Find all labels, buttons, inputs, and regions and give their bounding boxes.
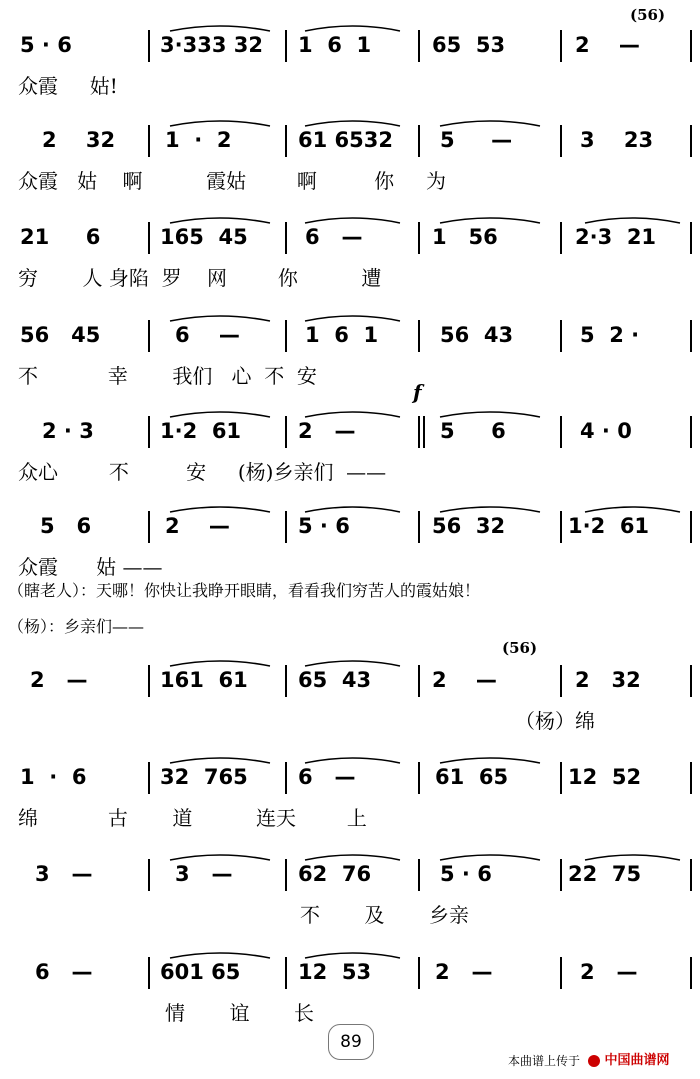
measure-notes: 5 · 6 <box>298 514 350 538</box>
bar-line <box>285 762 287 794</box>
measure-notes: 6 — <box>175 323 240 347</box>
slur-arc <box>170 953 270 958</box>
bar-line <box>285 957 287 989</box>
bar-line <box>148 125 150 157</box>
slur-group <box>0 22 700 32</box>
lyric-line: 众霞 姑 啊 霞姑 啊 你 为 <box>18 169 446 193</box>
measure-notes: 2 — <box>432 668 497 692</box>
bar-line <box>560 125 562 157</box>
measure-notes: 5 2 · <box>580 323 640 347</box>
lyric-line: 众心 不 安 (杨)乡亲们 —— <box>18 460 387 484</box>
bar-line <box>418 511 420 543</box>
measure-notes: 62 76 <box>298 862 372 886</box>
bar-line <box>285 416 287 448</box>
bar-line <box>418 762 420 794</box>
page-number: 89 <box>328 1024 374 1060</box>
bar-line <box>560 416 562 448</box>
slur-arc <box>170 316 270 321</box>
measure-notes: 2 — <box>435 960 493 984</box>
slur-arc <box>170 412 270 417</box>
measure-notes: 3 23 <box>580 128 654 152</box>
slur-arc <box>170 758 270 763</box>
bar-line <box>285 320 287 352</box>
measure-notes: 2 — <box>298 419 356 443</box>
measure-notes: 6 — <box>35 960 93 984</box>
measure-notes: 3 — <box>35 862 93 886</box>
bar-line <box>690 859 692 891</box>
bar-line <box>418 957 420 989</box>
bar-line <box>560 30 562 62</box>
lyric-line: 众霞 姑! <box>18 74 118 98</box>
slur-arc <box>170 218 270 223</box>
bar-line <box>690 762 692 794</box>
measure-notes: 2 · 3 <box>42 419 94 443</box>
slur-arc <box>170 507 270 512</box>
bar-line <box>690 416 692 448</box>
measure-notes: 22 75 <box>568 862 642 886</box>
measure-notes: 56 32 <box>432 514 506 538</box>
measure-notes: 2 — <box>165 514 230 538</box>
bar-line <box>285 859 287 891</box>
score-system <box>0 509 700 589</box>
measure-notes: 1 · 6 <box>20 765 87 789</box>
slur-arc <box>305 953 400 958</box>
slur-group <box>0 117 700 127</box>
measure-notes: 5 6 <box>40 514 92 538</box>
slur-group <box>0 851 700 861</box>
bar-line <box>285 30 287 62</box>
slur-arc <box>440 218 540 223</box>
measure-notes: 601 65 <box>160 960 241 984</box>
measure-notes: 2·3 21 <box>575 225 657 249</box>
bar-line <box>690 511 692 543</box>
score-system <box>0 639 700 743</box>
slur-arc <box>305 316 400 321</box>
bar-line <box>148 222 150 254</box>
bar-line <box>560 762 562 794</box>
slur-arc <box>305 855 400 860</box>
slur-arc <box>170 855 270 860</box>
bar-line <box>560 511 562 543</box>
measure-notes: 12 53 <box>298 960 372 984</box>
bar-line <box>690 30 692 62</box>
measure-notes: 1 6 1 <box>305 323 379 347</box>
bar-line <box>690 222 692 254</box>
score-system <box>0 760 700 840</box>
slur-group <box>0 949 700 959</box>
forte-mark: f <box>413 380 422 404</box>
slur-arc <box>305 758 400 763</box>
bar-line <box>418 222 420 254</box>
measure-notes: 12 52 <box>568 765 642 789</box>
bar-line <box>690 125 692 157</box>
measure-notes: 2 32 <box>575 668 641 692</box>
score-system <box>0 123 700 203</box>
bar-line <box>148 416 150 448</box>
bar-line <box>418 30 420 62</box>
bracket-note: (56) <box>630 6 666 24</box>
measure-notes: 5 · 6 <box>20 33 72 57</box>
lyric-line: 绵 古 道 连天 上 <box>18 806 367 830</box>
measure-notes: 2 — <box>580 960 638 984</box>
slur-arc <box>585 507 680 512</box>
measure-notes: 32 765 <box>160 765 248 789</box>
slur-arc <box>305 218 400 223</box>
bar-line <box>560 665 562 697</box>
bar-line <box>148 957 150 989</box>
measure-notes: 65 53 <box>432 33 506 57</box>
measure-notes: 1 · 2 <box>165 128 232 152</box>
bar-line <box>148 511 150 543</box>
measure-notes: 3·333 32 <box>160 33 263 57</box>
footer-site-logo <box>588 1049 670 1068</box>
slur-arc <box>305 507 400 512</box>
measure-notes: 161 61 <box>160 668 248 692</box>
measure-notes: 2 32 <box>42 128 116 152</box>
slur-group <box>0 214 700 224</box>
measure-notes: 56 45 <box>20 323 101 347</box>
bracket-note: (56) <box>502 639 538 657</box>
slur-arc <box>170 26 270 31</box>
bar-line <box>418 125 420 157</box>
measure-notes: 165 45 <box>160 225 248 249</box>
slur-arc <box>440 855 540 860</box>
bar-line <box>418 859 420 891</box>
score-system <box>0 414 700 494</box>
slur-arc <box>305 412 400 417</box>
measure-notes: 6 — <box>298 765 356 789</box>
measure-notes: 6 — <box>305 225 363 249</box>
score-system <box>0 955 700 1035</box>
measure-notes: 61 6532 <box>298 128 393 152</box>
dialog-line-1: （瞎老人）：天哪！你快让我睁开眼睛，看看我们穷苦人的霞姑娘！ <box>8 581 481 600</box>
measure-notes: 4 · 0 <box>580 419 632 443</box>
score-system <box>0 857 700 937</box>
bar-line <box>690 665 692 697</box>
bar-line <box>690 320 692 352</box>
bar-line <box>560 320 562 352</box>
slur-arc <box>170 121 270 126</box>
lyric-line: （杨）绵 <box>515 709 595 733</box>
lyric-line: 众霞 姑 —— <box>18 555 163 579</box>
slur-group <box>0 503 700 513</box>
score-system <box>0 6 700 108</box>
slur-arc <box>305 26 400 31</box>
dialog-line-2: （杨）：乡亲们—— <box>8 617 145 636</box>
slur-group <box>0 657 700 667</box>
bar-line <box>560 859 562 891</box>
measure-notes: 1·2 61 <box>568 514 650 538</box>
slur-group <box>0 754 700 764</box>
bar-line <box>418 320 420 352</box>
measure-notes: 61 65 <box>435 765 509 789</box>
measure-notes: 5 · 6 <box>440 862 492 886</box>
bar-line <box>148 320 150 352</box>
site-logo-icon <box>588 1055 600 1067</box>
measure-notes: 1 56 <box>432 225 498 249</box>
lyric-line: 不 及 乡亲 <box>300 903 470 927</box>
bar-line <box>560 957 562 989</box>
slur-arc <box>305 121 400 126</box>
slur-arc <box>585 218 680 223</box>
site-name: 中国曲谱网 <box>604 1053 670 1068</box>
bar-line <box>285 511 287 543</box>
slur-arc <box>440 507 540 512</box>
slur-group <box>0 312 700 322</box>
bar-line <box>148 762 150 794</box>
measure-notes: 2 — <box>30 668 88 692</box>
score-system <box>0 318 700 398</box>
slur-arc <box>440 121 540 126</box>
measure-notes: 56 43 <box>440 323 514 347</box>
measure-notes: 3 — <box>175 862 233 886</box>
bar-line <box>285 665 287 697</box>
lyric-line: 穷 人 身陷 罗 网 你 遭 <box>18 266 382 290</box>
score-system <box>0 220 700 300</box>
slur-arc <box>440 412 540 417</box>
bar-line <box>418 416 420 448</box>
measure-notes: 21 6 <box>20 225 101 249</box>
measure-notes: 5 6 <box>440 419 506 443</box>
bar-line <box>148 665 150 697</box>
slur-arc <box>170 661 270 666</box>
bar-line <box>285 222 287 254</box>
lyric-line: 情 谊 长 <box>165 1001 315 1025</box>
lyric-line: 不 幸 我们 心 不 安 <box>18 364 317 388</box>
bar-line <box>285 125 287 157</box>
footer-upload-text: 本曲谱上传于 <box>508 1054 581 1068</box>
measure-notes: 2 — <box>575 33 640 57</box>
measure-notes: 1 6 1 <box>298 33 372 57</box>
bar-line <box>560 222 562 254</box>
measure-notes: 1·2 61 <box>160 419 242 443</box>
bar-line <box>148 859 150 891</box>
measure-notes: 5 — <box>440 128 513 152</box>
measure-notes: 65 43 <box>298 668 372 692</box>
slur-group <box>0 408 700 418</box>
slur-arc <box>585 855 680 860</box>
double-bar-line <box>423 416 425 448</box>
slur-arc <box>440 758 540 763</box>
slur-arc <box>305 661 400 666</box>
bar-line <box>690 957 692 989</box>
bar-line <box>148 30 150 62</box>
bar-line <box>418 665 420 697</box>
